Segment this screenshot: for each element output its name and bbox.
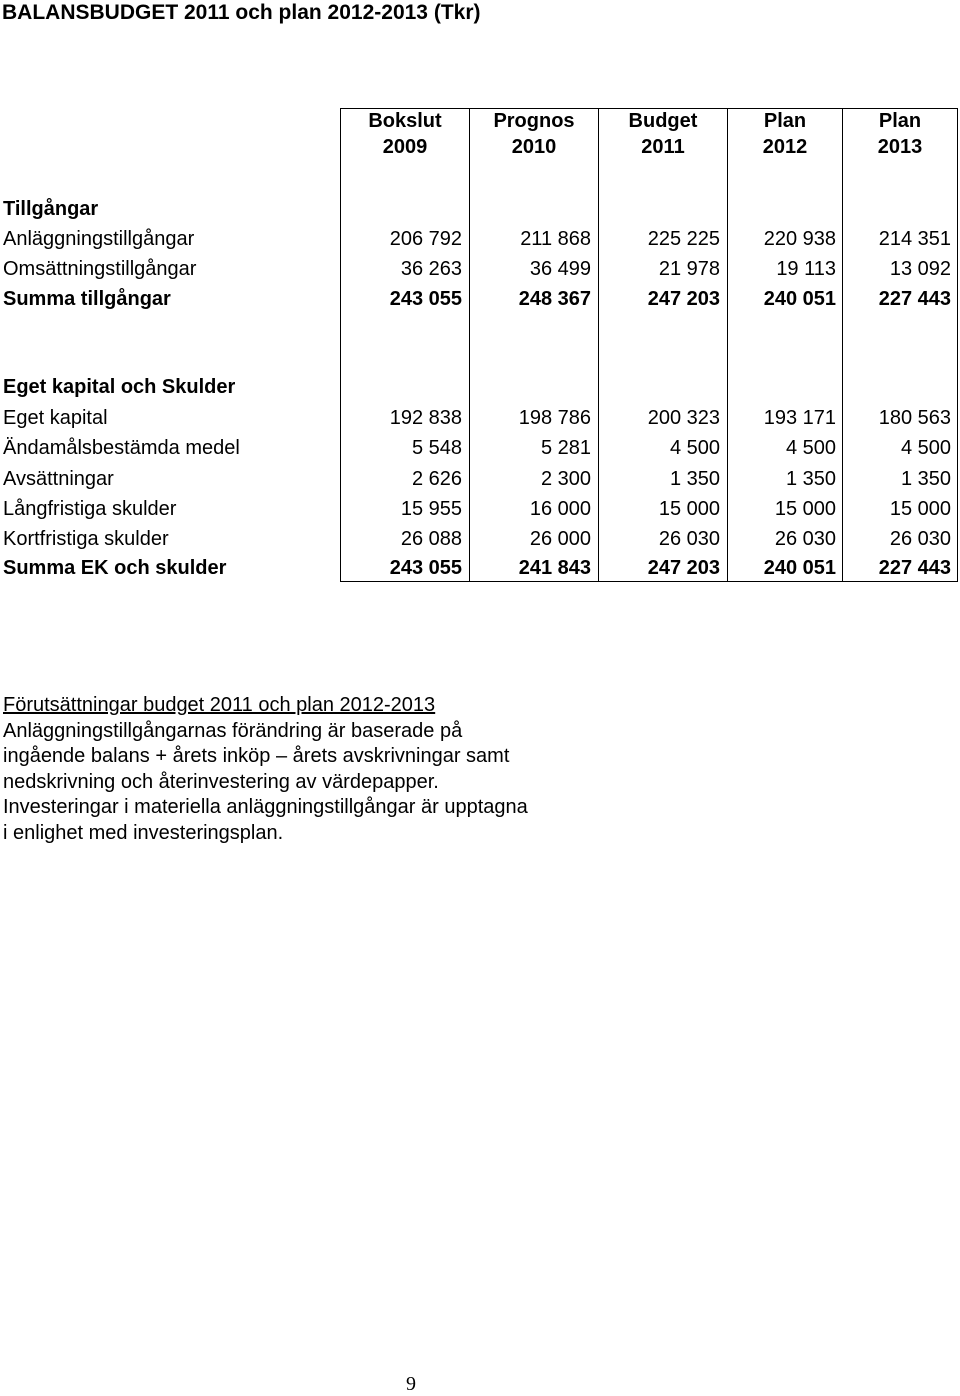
table-row: [0, 464, 960, 494]
notes-line: nedskrivning och återinvestering av värdepapper.: [3, 770, 439, 793]
column-header-year: 2012: [762, 136, 808, 158]
table-row: [0, 224, 960, 254]
table-row: [0, 433, 960, 463]
column-header-label: Bokslut: [368, 110, 442, 132]
section-heading-label: Tillgångar: [3, 198, 99, 220]
cell-value: 243 055: [389, 288, 462, 310]
cell-value: 247 203: [647, 288, 720, 310]
cell-value: 13 092: [889, 258, 951, 280]
row-label: Summa EK och skulder: [3, 557, 227, 579]
cell-value: 243 055: [389, 557, 462, 579]
section-heading-equity: [0, 372, 960, 402]
column-header-prognos-2010: [473, 108, 595, 160]
cell-value: 15 955: [400, 498, 462, 520]
page-title: BALANSBUDGET 2011 och plan 2012-2013 (Tkr): [2, 1, 481, 24]
column-header-plan-2013: [839, 108, 960, 160]
cell-value: 21 978: [658, 258, 720, 280]
cell-value: 1 350: [669, 468, 720, 490]
row-label: Ändamålsbestämda medel: [3, 437, 240, 459]
page-number: 9: [406, 1373, 416, 1395]
cell-value: 15 000: [658, 498, 720, 520]
cell-value: 26 000: [529, 528, 591, 550]
cell-value: 214 351: [878, 228, 951, 250]
cell-value: 15 000: [774, 498, 836, 520]
table-row: [0, 403, 960, 433]
cell-value: 15 000: [889, 498, 951, 520]
column-header-year: 2010: [511, 136, 557, 158]
notes-line: Anläggningstillgångarnas förändring är baserade på: [3, 719, 463, 742]
cell-value: 16 000: [529, 498, 591, 520]
column-header-bokslut-2009: [344, 108, 466, 160]
cell-value: 5 548: [411, 437, 462, 459]
row-label: Eget kapital: [3, 407, 108, 429]
cell-value: 19 113: [776, 258, 836, 280]
cell-value: 36 263: [400, 258, 462, 280]
row-label: Anläggningstillgångar: [3, 228, 195, 250]
cell-value: 180 563: [878, 407, 951, 429]
cell-value: 227 443: [878, 557, 951, 579]
row-label: Omsättningstillgångar: [3, 258, 197, 280]
column-header-label: Plan: [763, 110, 807, 132]
cell-value: 1 350: [785, 468, 836, 490]
section-heading-assets: [0, 194, 960, 224]
row-label: Summa tillgångar: [3, 288, 171, 310]
cell-value: 248 367: [518, 288, 591, 310]
notes-line: i enlighet med investeringsplan.: [3, 821, 284, 844]
table-row: [0, 254, 960, 284]
column-header-year: 2009: [382, 136, 428, 158]
table-row-total-equity: [0, 553, 960, 583]
cell-value: 240 051: [763, 288, 836, 310]
row-label: Långfristiga skulder: [3, 498, 177, 520]
assumptions-notes: [3, 693, 623, 846]
cell-value: 240 051: [763, 557, 836, 579]
column-header-year: 2013: [877, 136, 923, 158]
cell-value: 26 030: [774, 528, 836, 550]
row-label: Kortfristiga skulder: [3, 528, 169, 550]
table-row-total-assets: [0, 284, 960, 314]
cell-value: 2 300: [540, 468, 591, 490]
cell-value: 192 838: [389, 407, 462, 429]
cell-value: 4 500: [669, 437, 720, 459]
cell-value: 200 323: [647, 407, 720, 429]
cell-value: 4 500: [900, 437, 951, 459]
cell-value: 4 500: [785, 437, 836, 459]
column-header-budget-2011: [602, 108, 724, 160]
cell-value: 211 868: [520, 228, 591, 250]
row-label: Avsättningar: [3, 468, 114, 490]
table-row: [0, 494, 960, 524]
cell-value: 198 786: [518, 407, 591, 429]
cell-value: 36 499: [529, 258, 591, 280]
table-row: [0, 524, 960, 554]
notes-heading: Förutsättningar budget 2011 och plan 2012-2013: [3, 694, 436, 716]
column-header-label: Prognos: [493, 110, 575, 132]
cell-value: 193 171: [763, 407, 836, 429]
cell-value: 26 030: [658, 528, 720, 550]
column-header-year: 2011: [641, 136, 685, 158]
cell-value: 225 225: [647, 228, 720, 250]
cell-value: 247 203: [647, 557, 720, 579]
notes-line: Investeringar i materiella anläggningstillgångar är upptagna: [3, 796, 528, 818]
cell-value: 26 030: [889, 528, 951, 550]
cell-value: 220 938: [763, 228, 836, 250]
cell-value: 26 088: [400, 528, 462, 550]
section-heading-label: Eget kapital och Skulder: [3, 376, 236, 398]
cell-value: 241 843: [518, 557, 591, 579]
notes-line: ingående balans + årets inköp – årets avskrivningar samt: [3, 745, 510, 767]
cell-value: 2 626: [411, 468, 462, 490]
cell-value: 5 281: [540, 437, 591, 459]
cell-value: 227 443: [878, 288, 951, 310]
cell-value: 1 350: [900, 468, 951, 490]
column-header-label: Plan: [878, 110, 922, 132]
cell-value: 206 792: [389, 228, 462, 250]
column-header-plan-2012: [724, 108, 846, 160]
column-header-label: Budget: [628, 110, 698, 132]
